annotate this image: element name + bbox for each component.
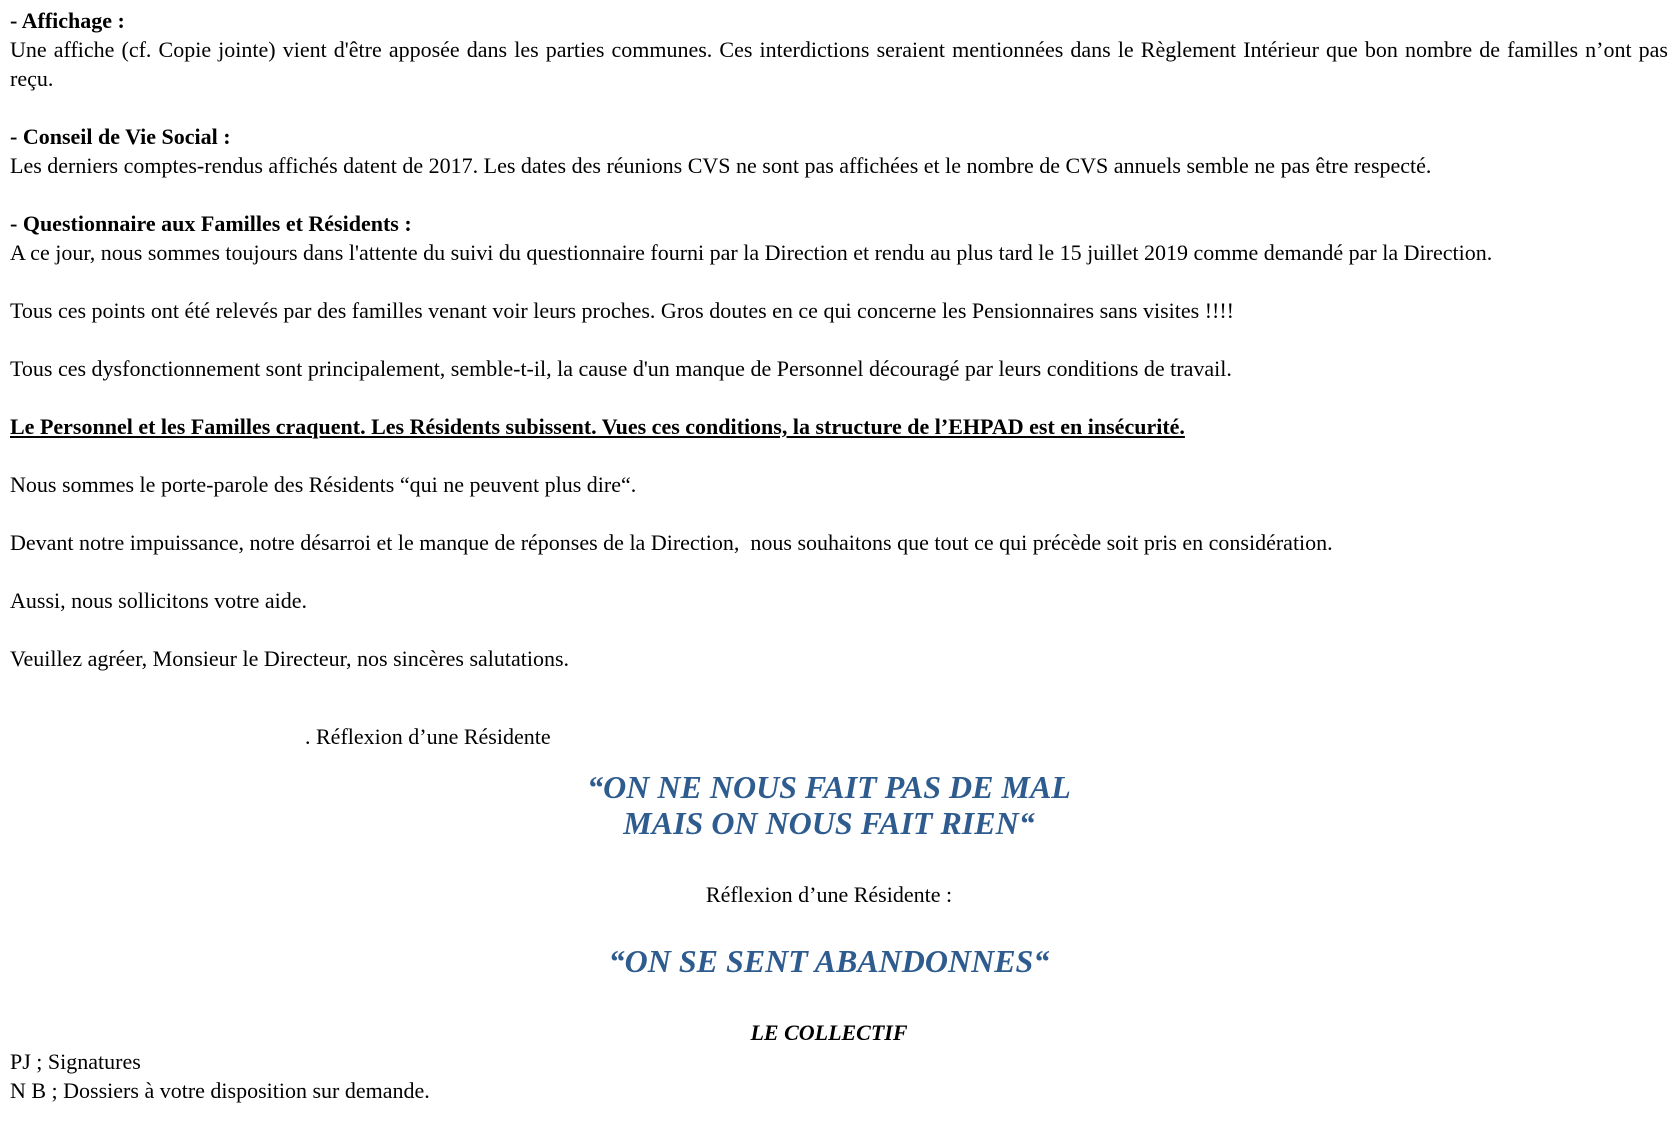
resident-quote-2: “ON SE SENT ABANDONNES“ — [608, 943, 1050, 979]
spacer — [10, 557, 1668, 586]
cvs-heading: - Conseil de Vie Social : — [10, 124, 231, 149]
questionnaire-paragraph: A ce jour, nous sommes toujours dans l'attente du suivi du questionnaire fourni par la Direction et rendu au plus tard le 15 juillet 2019 comme demandé par la Direction. — [10, 240, 1493, 265]
emphasis-statement: Le Personnel et les Familles craquent. Les Résidents subissent. Vues ces conditions, la structure de l’EHPAD est en insécurité. — [10, 414, 1185, 439]
reflexion-label-1: . Réflexion d’une Résidente — [305, 724, 551, 749]
nb-note: N B ; Dossiers à votre disposition sur demande. — [10, 1078, 430, 1103]
help-request-paragraph: Aussi, nous sollicitons votre aide. — [10, 588, 307, 613]
affichage-paragraph: Une affiche (cf. Copie jointe) vient d'être apposée dans les parties communes. Ces interdictions seraient mentionnées dans le Règlement Intérieur que bon nombre de familles n’ont pas reçu. — [10, 37, 1668, 91]
spacer — [10, 180, 1668, 209]
signature-collectif: LE COLLECTIF — [750, 1020, 908, 1045]
impotence-paragraph: Devant notre impuissance, notre désarroi et le manque de réponses de la Direction, nous souhaitons que tout ce qui précède soit pris en considération. — [10, 530, 1333, 555]
questionnaire-heading: - Questionnaire aux Familles et Résidents : — [10, 211, 412, 236]
spacer — [10, 93, 1668, 122]
dysfunction-paragraph: Tous ces dysfonctionnement sont principalement, semble-t-il, la cause d'un manque de Personnel découragé par leurs conditions de travail. — [10, 356, 1232, 381]
spacer — [10, 267, 1668, 296]
points-paragraph: Tous ces points ont été relevés par des familles venant voir leurs proches. Gros doutes en ce qui concerne les Pensionnaires sans visites !!!! — [10, 298, 1234, 323]
letter-body — [10, 6, 1668, 673]
footer-notes — [0, 1047, 430, 1105]
spokesperson-paragraph: Nous sommes le porte-parole des Résidents “qui ne peuvent plus dire“. — [10, 472, 637, 497]
cvs-paragraph: Les derniers comptes-rendus affichés datent de 2017. Les dates des réunions CVS ne sont pas affichées et le nombre de CVS annuels semble ne pas être respecté. — [10, 153, 1432, 178]
attachment-note: PJ ; Signatures — [10, 1049, 141, 1074]
spacer — [10, 615, 1668, 644]
resident-quote-1-line-1: “ON NE NOUS FAIT PAS DE MAL — [587, 769, 1071, 805]
spacer — [10, 383, 1668, 412]
spacer — [10, 441, 1668, 470]
resident-quote-1-line-2: MAIS ON NOUS FAIT RIEN“ — [623, 805, 1035, 841]
reflexion-label-2: Réflexion d’une Résidente : — [705, 882, 953, 907]
affichage-heading: - Affichage : — [10, 8, 125, 33]
closing-salutation: Veuillez agréer, Monsieur le Directeur, nos sincères salutations. — [10, 646, 570, 671]
spacer — [10, 325, 1668, 354]
spacer — [10, 499, 1668, 528]
